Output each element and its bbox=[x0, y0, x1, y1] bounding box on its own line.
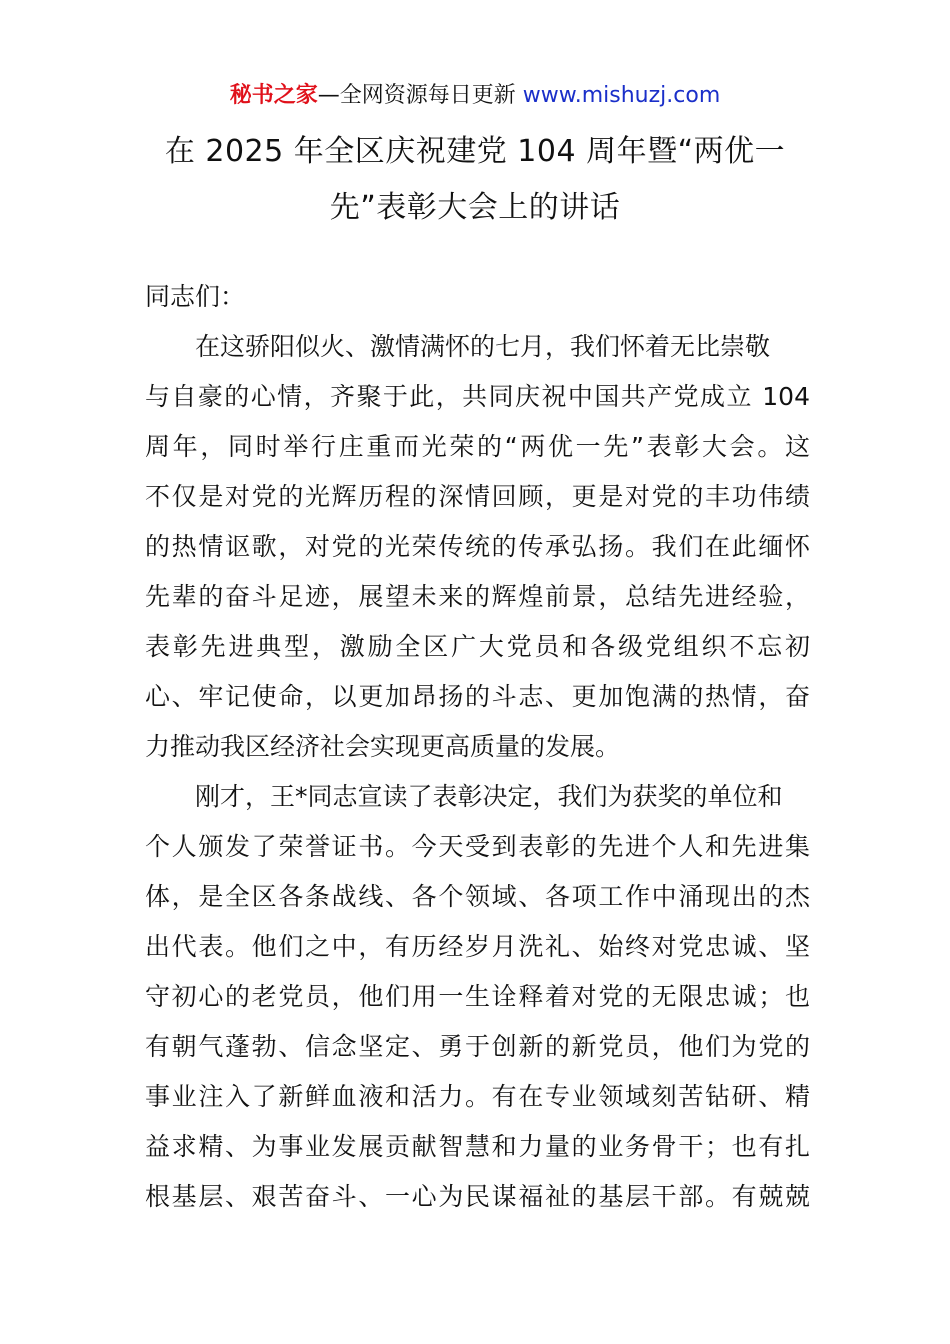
paragraph-line: 有朝气蓬勃、信念坚定、勇于创新的新党员，他们为党的 bbox=[145, 1032, 810, 1061]
title-line-2: 先”表彰大会上的讲话 bbox=[329, 190, 621, 225]
paragraph-line: 根基层、艰苦奋斗、一心为民谋福祉的基层干部。有兢兢 bbox=[145, 1182, 810, 1211]
paragraph-line: 体，是全区各条战线、各个领域、各项工作中涌现出的杰 bbox=[145, 882, 810, 911]
paragraph-line: 表彰先进典型，激励全区广大党员和各级党组织不忘初 bbox=[145, 632, 810, 661]
brand-name: 秘书之家 bbox=[229, 83, 318, 108]
salutation: 同志们： bbox=[145, 282, 246, 311]
paragraph-line: 与自豪的心情，齐聚于此，共同庆祝中国共产党成立 104 bbox=[145, 382, 810, 411]
header-tagline: —全网资源每日更新 bbox=[317, 83, 523, 108]
paragraph-line: 不仅是对党的光辉历程的深情回顾，更是对党的丰功伟绩 bbox=[145, 482, 810, 511]
paragraph-line: 的热情讴歌，对党的光荣传统的传承弘扬。我们在此缅怀 bbox=[145, 532, 810, 561]
paragraph-line: 在这骄阳似火、激情满怀的七月，我们怀着无比崇敬 bbox=[195, 332, 771, 361]
paragraph-line: 先辈的奋斗足迹，展望未来的辉煌前景，总结先进经验， bbox=[145, 582, 810, 611]
site-header bbox=[0, 80, 950, 112]
paragraph-line: 刚才，王*同志宣读了表彰决定，我们为获奖的单位和 bbox=[195, 782, 783, 811]
title-line-1: 在 2025 年全区庆祝建党 104 周年暨“两优一 bbox=[164, 134, 786, 169]
paragraph-line: 益求精、为事业发展贡献智慧和力量的业务骨干；也有扎 bbox=[145, 1132, 810, 1161]
site-url-link[interactable]: www.mishuzj.com bbox=[522, 83, 721, 108]
paragraph-line: 守初心的老党员，他们用一生诠释着对党的无限忠诚；也 bbox=[145, 982, 810, 1011]
paragraph-line: 出代表。他们之中，有历经岁月洗礼、始终对党忠诚、坚 bbox=[145, 932, 810, 961]
document-title bbox=[95, 124, 855, 236]
paragraph-line: 心、牢记使命，以更加昂扬的斗志、更加饱满的热情，奋 bbox=[145, 682, 810, 711]
paragraph-line: 个人颁发了荣誉证书。今天受到表彰的先进个人和先进集 bbox=[145, 832, 810, 861]
paragraph-line: 周年，同时举行庄重而光荣的“两优一先”表彰大会。这 bbox=[145, 432, 810, 461]
paragraph-line: 事业注入了新鲜血液和活力。有在专业领域刻苦钻研、精 bbox=[145, 1082, 810, 1111]
paragraph-line: 力推动我区经济社会实现更高质量的发展。 bbox=[145, 732, 621, 761]
speech-body bbox=[145, 272, 810, 1222]
